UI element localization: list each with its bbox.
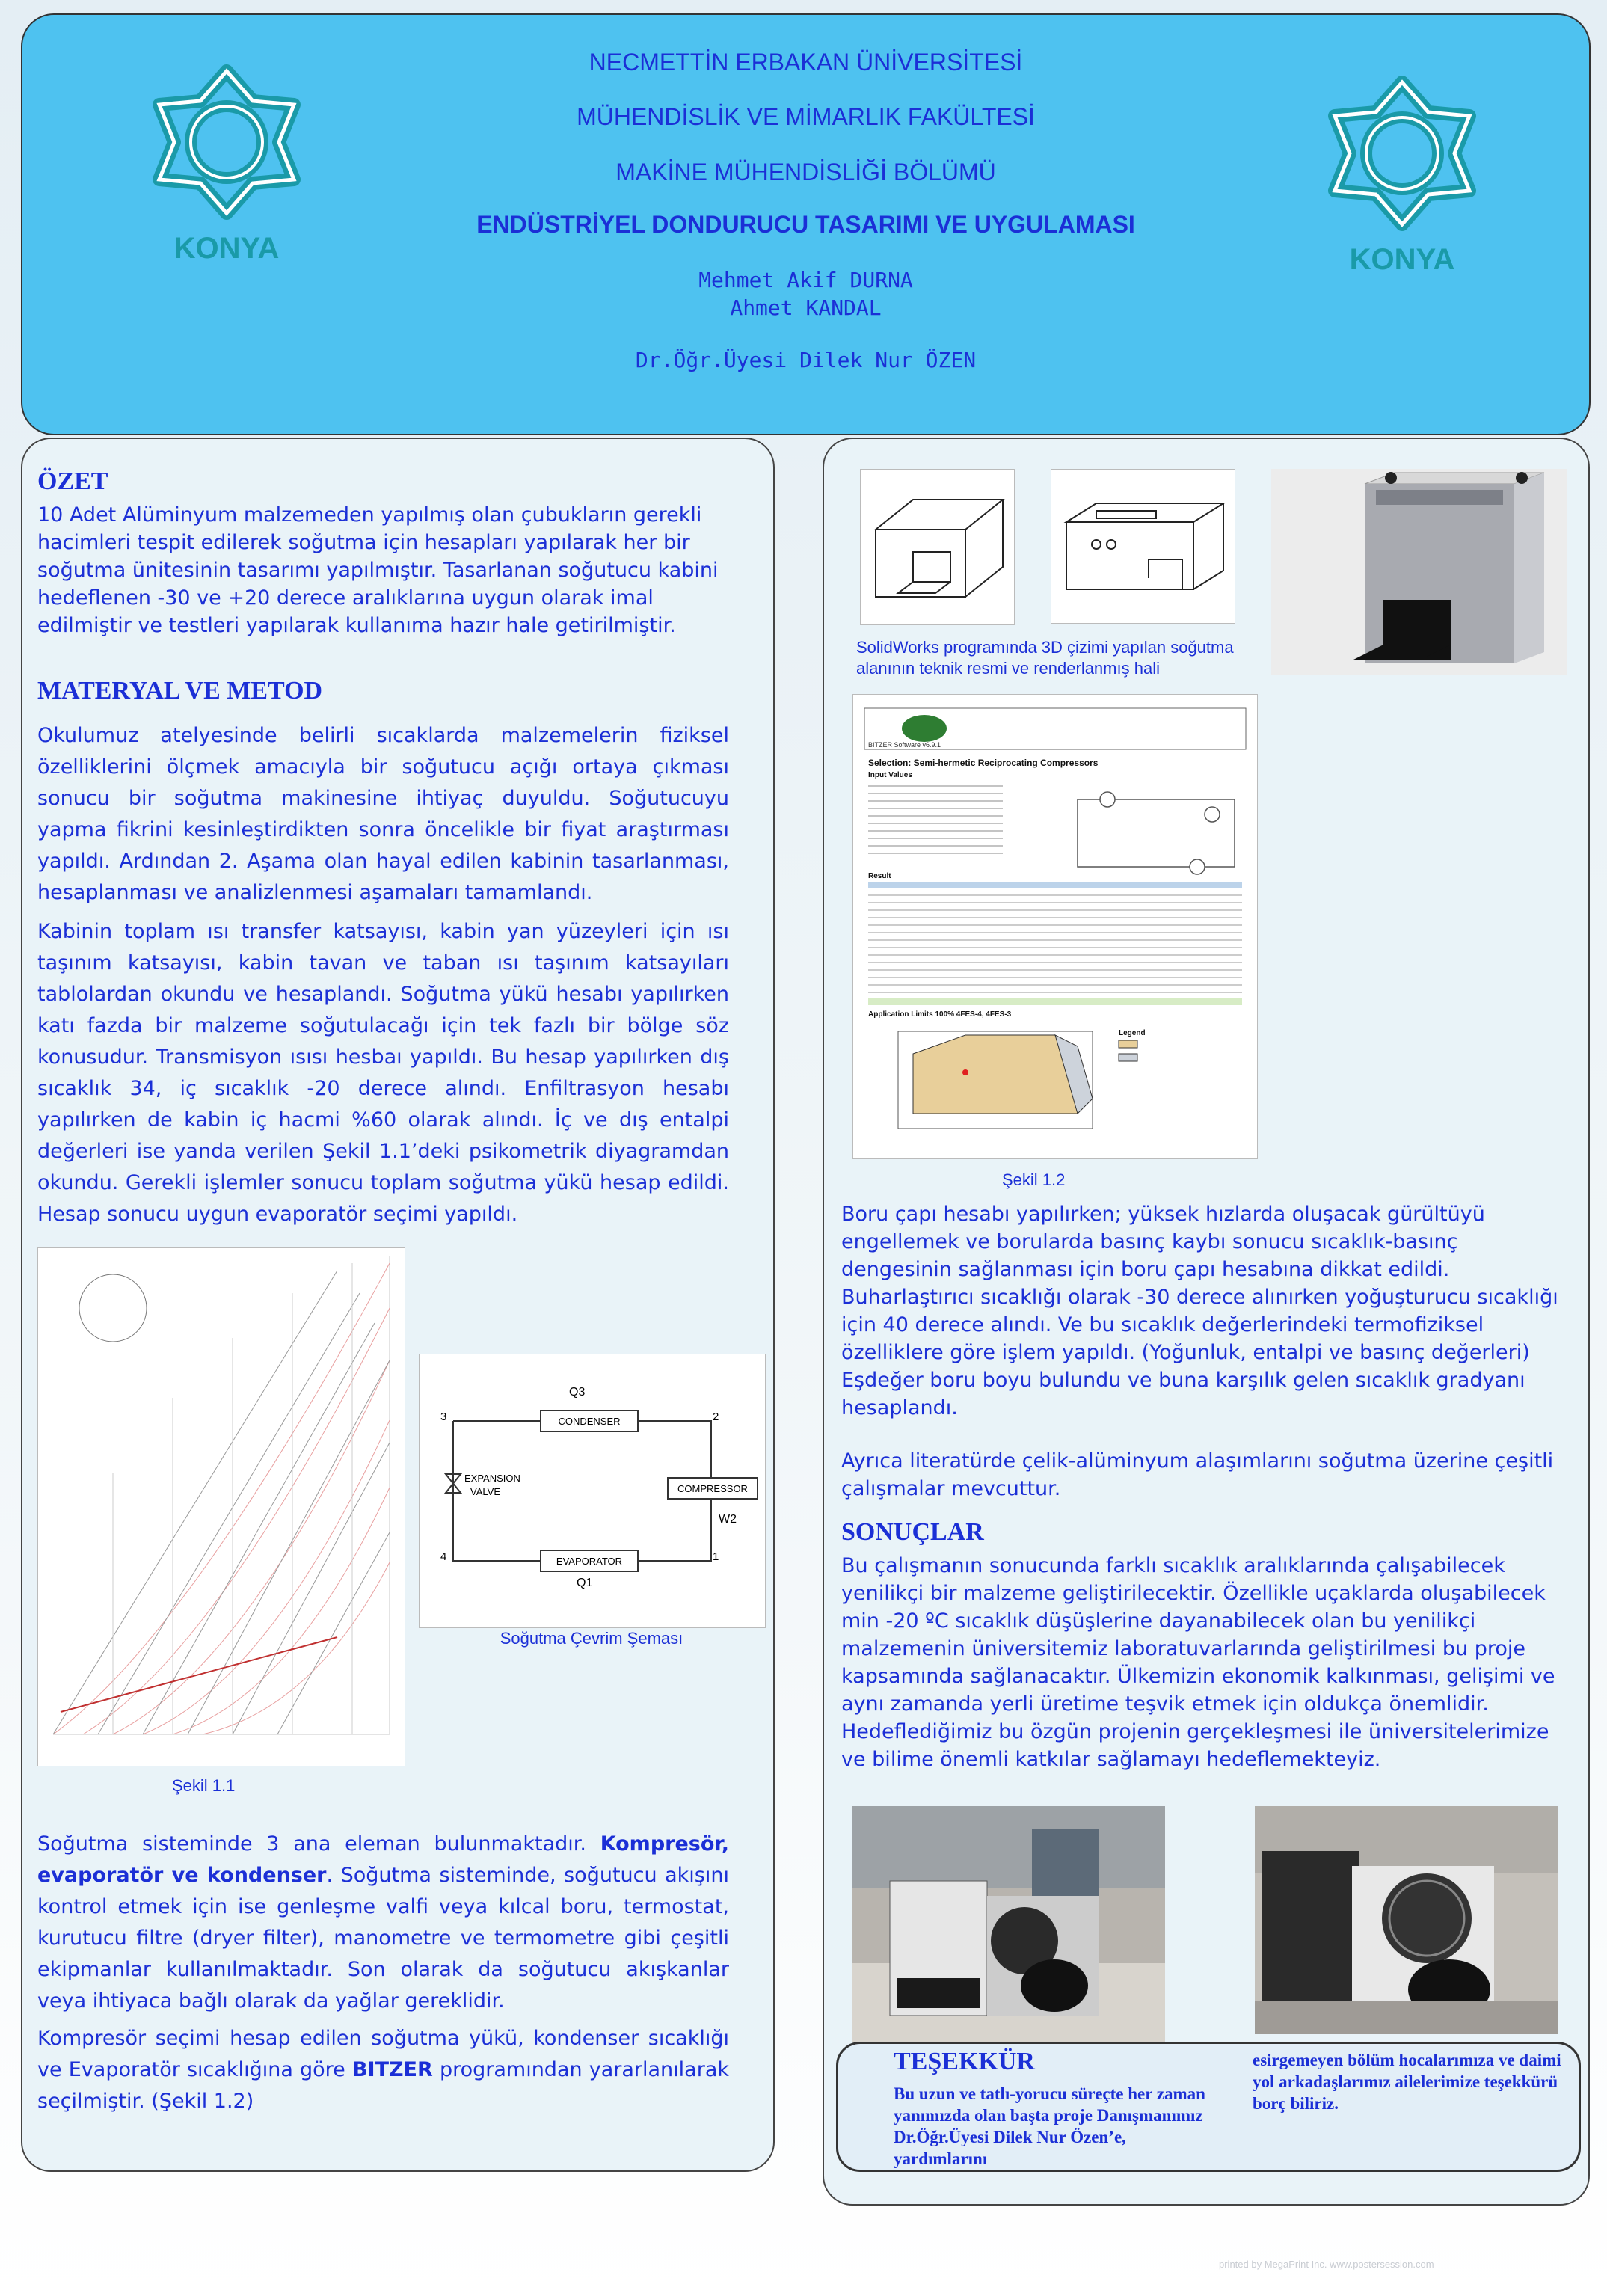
poster-header bbox=[21, 13, 1591, 435]
thanks-heading: TEŞEKKÜR bbox=[894, 2048, 1035, 2075]
ozet-text: 10 Adet Alüminyum malzemeden yapılmış olan çubukların gerekli hacimleri tespit edilerek soğutma için hesapları yapılarak her bir soğutma ünitesinin tasarımı yapılmıştır. Tasarlanan soğutucu kabini hedeflenen -30 ve +20 derece aralıklarına uygun olarak imal edilmiştir ve testleri yapılarak kullanıma hazır hale getirilmiştir. bbox=[37, 503, 719, 637]
sonuc-text: Bu çalışmanın sonucunda farklı sıcaklık aralıklarında çalışabilecek yenilikçi bir malzeme geliştirilecektir. Özellikle uçaklarda oluşabilecek min -20 ºC sıcaklık düşüşlerine dayanabilecek olan bu yenilikçi malzemenin üniversitemiz laboratuvarlarında geliştirilmesi bu proje kapsamında sağlanacaktır. Ülkemizin ekonomik kalkınması, gelişimi ve aynı zamanda yerli üretime teşvik etmek için oldukça önemlidir. Hedeflediğimiz bu özgün projenin gerçekleşmesi ile üniversitelerimize ve bilime önemli katkılar sağlamayı hedeflemekteyiz. bbox=[841, 1554, 1555, 1771]
node-4-label: 4 bbox=[440, 1550, 447, 1563]
condenser-label: CONDENSER bbox=[558, 1416, 621, 1427]
figure-1-1-caption: Şekil 1.1 bbox=[172, 1776, 236, 1795]
evaporator-label: EVAPORATOR bbox=[556, 1556, 623, 1567]
prototype-photo-2 bbox=[1255, 1806, 1558, 2034]
bitzer-legend-label: Legend bbox=[1119, 1029, 1146, 1037]
sonuc-heading: SONUÇLAR bbox=[841, 1518, 984, 1546]
psychrometric-chart-image bbox=[37, 1247, 405, 1766]
metod-paragraph-2: Kabinin toplam ısı transfer katsayısı, kabin yan yüzeyleri için ısı taşınım katsayısı, kabin tavan ve taban ısı taşınım katsayıları tablolardan okundu ve hesaplandı. Soğutma yükü hesabı yapılırken katı fazda bir malzeme soğutulacağı için tek fazlı bir bölge söz konusudur. Transmisyon ısısı hesbaı yapıldı. Bu hesap yapılırken dış sıcaklık 34, iç sıcaklık -20 derece alındı. Enfiltrasyon hesabı yapılırken de kabin iç hacmi %60 olarak alındı. İç ve dış entalpi değerleri ise yanda verilen Şekil 1.1’deki psikometrik diyagramdan okundu. Gerekli işlemler sonucu toplam soğutma yükü hesap edildi. Hesap sonucu uygun evaporatör seçimi yapıldı. bbox=[37, 920, 729, 1226]
w2-label: W2 bbox=[719, 1513, 737, 1526]
bitzer-text-start: Kompresör seçimi hesap edilen soğutma yükü, kondenser sıcaklığı ve Evaporatör sıcaklığına göre bbox=[37, 2027, 729, 2081]
node-1-label: 1 bbox=[713, 1550, 719, 1563]
rendered-cabinet-image bbox=[1271, 469, 1567, 675]
valve-label: VALVE bbox=[470, 1486, 500, 1497]
bitzer-result-label: Result bbox=[868, 872, 891, 880]
q1-label: Q1 bbox=[577, 1577, 593, 1589]
node-2-label: 2 bbox=[713, 1411, 719, 1423]
bitzer-text-end: programından yararlanılarak seçilmiştir. (Şekil 1.2) bbox=[37, 2058, 730, 2113]
logo-text-left: KONYA bbox=[173, 232, 280, 265]
q3-label: Q3 bbox=[569, 1386, 586, 1399]
prototype-photo-1 bbox=[852, 1806, 1165, 2042]
literature-paragraph: Ayrıca literatürde çelik-alüminyum alaşımlarını soğutma üzerine çeşitli çalışmalar mevcuttur. bbox=[841, 1449, 1554, 1500]
elements-text-start: Soğutma sisteminde 3 ana eleman bulunmaktadır. bbox=[37, 1832, 600, 1855]
node-3-label: 3 bbox=[440, 1411, 447, 1423]
metod-heading: MATERYAL VE METOD bbox=[37, 677, 323, 705]
author-1: Mehmet Akif DURNA bbox=[698, 268, 913, 292]
bitzer-text-bold: BITZER bbox=[351, 2058, 433, 2081]
bitzer-report-image bbox=[852, 694, 1258, 1159]
pipe-paragraph: Boru çapı hesabı yapılırken; yüksek hızlarda oluşacak gürültüyü engellemek ve borularda basınç kaybı sonucu sıcaklık-basınç dengesinin sağlanması için boru çapı hesabına dikkat edildi. Buharlaştırıcı sıcaklığı olarak -30 derece alınırken yoğuşturucu sıcaklığı için 40 derece alındı. Ve bu sıcaklık değerlerindeki termofiziksel özelliklere göre işlem yapıldı. (Yoğunluk, entalpi ve basınç değerleri) Eşdeğer boru boyu bulundu ve buna karşılık gelen sıcaklık gradyanı hesaplandı. bbox=[841, 1203, 1558, 1419]
metod-paragraph-1: Okulumuz atelyesinde belirli sıcaklarda malzemelerin fiziksel özelliklerini ölçmek amacıyla bir soğutucu açığı ortaya çıkması sonucu bir soğutma makinesine ihtiyaç duyuldu. Soğutucuyu yapma fikrini kesinleştirdikten sonra öncelikle bir fiyat araştırması yapıldı. Ardından 2. Aşama olan hayal edilen kabinin tasarlanması, hesaplanması ve analizlenmesi aşamaları tamamlandı. bbox=[37, 724, 729, 904]
ozet-heading: ÖZET bbox=[37, 467, 108, 495]
cycle-caption: Soğutma Çevrim Şeması bbox=[500, 1629, 683, 1648]
author-2: Ahmet KANDAL bbox=[730, 295, 882, 320]
printed-by-footer: printed by MegaPrint Inc. www.postersession.com bbox=[1219, 2259, 1434, 2270]
project-title: ENDÜSTRİYEL DONDURUCU TASARIMI VE UYGULAMASI bbox=[476, 211, 1135, 238]
technical-drawing-2 bbox=[1051, 469, 1235, 624]
logo-text-right: KONYA bbox=[1349, 243, 1455, 276]
figure-1-2-caption: Şekil 1.2 bbox=[1002, 1170, 1066, 1189]
elements-text-bold: Kompresör, evaporatör ve kondenser bbox=[37, 1832, 729, 1887]
elements-text-end: . Soğutma sisteminde, soğutucu akışını kontrol etmek için ise genleşme valfi veya kılcal boru, termostat, kurutucu filtre (dryer filter), manometre ve termometre gibi çeşitli ekipmanlar kullanılmaktadır. Son olarak da soğutucu akışkanlar veya ihtiyaca bağlı olarak da yağlar gereklidir. bbox=[37, 1864, 729, 2013]
bitzer-limits-text: Application Limits 100% 4FES-4, 4FES-3 bbox=[868, 1010, 1012, 1019]
refrigeration-cycle-diagram bbox=[419, 1354, 766, 1628]
solidworks-caption: SolidWorks programında 3D çizimi yapılan soğutma alanının teknik resmi ve renderlanmış hali bbox=[856, 638, 1234, 678]
thanks-text-left: Bu uzun ve tatlı-yorucu süreçte her zaman yanımızda olan başta proje Danışmanımız Dr.Öğr.Üyesi Dilek Nur Özen’e, yardımlarını bbox=[894, 2084, 1205, 2168]
advisor: Dr.Öğr.Üyesi Dilek Nur ÖZEN bbox=[635, 348, 977, 372]
elements-paragraph bbox=[37, 1829, 729, 2017]
expansion-label: EXPANSION bbox=[464, 1473, 520, 1484]
bitzer-paragraph bbox=[37, 2023, 729, 2117]
faculty-name: MÜHENDİSLİK VE MİMARLIK FAKÜLTESİ bbox=[577, 103, 1035, 130]
technical-drawing-1 bbox=[860, 469, 1015, 625]
university-name: NECMETTİN ERBAKAN ÜNİVERSİTESİ bbox=[589, 49, 1023, 76]
bitzer-title-text: Selection: Semi-hermetic Reciprocating Compressors bbox=[868, 758, 1099, 768]
bitzer-header-text: BITZER Software v6.9.1 bbox=[868, 741, 941, 749]
department-name: MAKİNE MÜHENDİSLİĞİ BÖLÜMÜ bbox=[615, 159, 996, 185]
compressor-label: COMPRESSOR bbox=[677, 1483, 748, 1494]
thanks-text-right: esirgemeyen bölüm hocalarımıza ve daimi yol arkadaşlarımız ailelerimize teşekkürü borç biliriz. bbox=[1253, 2051, 1561, 2113]
bitzer-input-label: Input Values bbox=[868, 771, 912, 779]
